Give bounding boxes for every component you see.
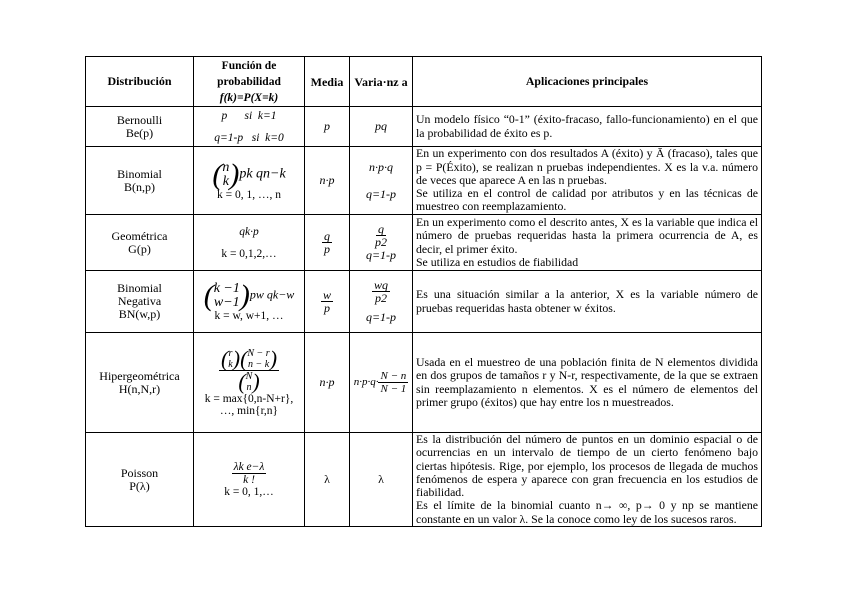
variance-cell [350, 215, 413, 271]
variance-cell: pq [350, 107, 413, 147]
dist-name-cell [86, 107, 194, 147]
prob-function-cell [194, 271, 305, 333]
frac-den: p [323, 301, 330, 315]
binomial-coefficient: ( k −1 w−1 ) [203, 278, 250, 312]
header-row [86, 57, 762, 107]
prob-range-2: …, min{r,n} [219, 405, 279, 417]
applications-text-2: Se utiliza en estudios de fiabilidad [416, 254, 579, 269]
frac-num: q [378, 221, 384, 236]
dist-symbol: Be(p) [125, 125, 154, 140]
frac-den: k ! [243, 474, 255, 487]
frac-den: p2 [374, 290, 387, 305]
dist-name-cell [86, 215, 194, 271]
prob-expression: qk·p [239, 225, 259, 238]
dist-name-2: Negativa [117, 294, 162, 308]
applications-cell [413, 147, 762, 215]
row-hipergeometrica [86, 333, 762, 433]
binomial-coefficient: ( N n ) [238, 369, 260, 394]
frac-num: λk e−λ [233, 461, 265, 474]
applications-cell [413, 433, 762, 527]
binomial-coefficient: ( N − r n − k ) [240, 346, 278, 371]
mean-cell [305, 271, 350, 333]
frac-num: w [322, 288, 331, 302]
frac-num: wq [373, 277, 388, 292]
binom-bottom: w−1 [213, 294, 240, 310]
binom-top: N [245, 371, 253, 382]
variance-q: q=1-p [365, 247, 397, 262]
row-binomial-negativa [86, 271, 762, 333]
prob-range: k = 0,1,2,… [221, 247, 277, 260]
mean-cell: p [305, 107, 350, 147]
distributions-table [85, 56, 762, 527]
mean-cell: λ [305, 433, 350, 527]
frac-den [238, 371, 259, 393]
binom-top: N − r [247, 348, 270, 359]
prob-range: k = 0, 1,… [224, 486, 274, 499]
dist-symbol: B(n,p) [124, 179, 155, 194]
binomial-coefficient: ( r k ) [220, 346, 241, 371]
prob-range-1: k = max{0,n-N+r}, [204, 393, 294, 405]
applications-text: En un experimento como el descrito antes, X es la variable que indica el número de pruebas requeridas hasta la primera ocurrencia de A, es decir, el primer éxito. [416, 214, 758, 256]
variance-fraction [378, 370, 408, 395]
binom-bottom: k [222, 173, 229, 189]
mean-fraction [321, 289, 333, 314]
row-binomial [86, 147, 762, 215]
frac-num [219, 348, 279, 371]
dist-name: Poisson [120, 465, 159, 480]
prob-function-cell [194, 215, 305, 271]
applications-cell: Es una situación similar a la anterior, X es la variable número de pruebas requeridas hasta obtener w éxitos. [413, 271, 762, 333]
prob-tail: pk qn−k [239, 166, 286, 182]
prob-function-cell [194, 433, 305, 527]
frac-num: N − n [380, 370, 407, 382]
dist-name: Bernoulli [116, 112, 163, 127]
dist-name: Binomial [117, 281, 162, 295]
binom-bottom: k [228, 359, 233, 370]
row-bernoulli [86, 107, 762, 147]
variance-cell: λ [350, 433, 413, 527]
variance-fraction [372, 279, 390, 304]
header-function-formula: f(k)=P(X=k) [219, 91, 279, 104]
variance-value: n·p·q [369, 159, 393, 174]
applications-text: Es la distribución del número de puntos en un dominio espacial o de ocurrencias en un intervalo de tiempo de un cierto fenómeno bajo ciertas hipótesis. Rige, por ejemplo, los procesos de llegada de muchos fenómenos de espera y aparece con gran frecuencia en los estudios de fiabilidad. [416, 432, 758, 500]
mean-cell [305, 215, 350, 271]
variance-cell [350, 147, 413, 215]
frac-den: N − 1 [380, 383, 407, 395]
prob-line-1: p si k=1 [221, 109, 277, 122]
header-variance: Varia·nz a [350, 57, 413, 107]
variance-fraction [375, 223, 387, 248]
mean-cell: n·p [305, 147, 350, 215]
dist-name: Geométrica [111, 228, 168, 243]
mean-fraction [322, 230, 332, 255]
frac-num: q [324, 229, 330, 243]
prob-function-cell [194, 333, 305, 433]
applications-text-2: Se utiliza en el control de calidad por atributos y en las técnicas de muestreo con reemplazamiento. [416, 186, 758, 214]
header-function [194, 57, 305, 107]
dist-symbol: BN(w,p) [118, 307, 161, 321]
header-mean: Media [305, 57, 350, 107]
dist-name-cell [86, 433, 194, 527]
dist-symbol: H(n,N,r) [118, 381, 161, 396]
binom-top: r [228, 348, 233, 359]
dist-name-cell [86, 147, 194, 215]
dist-name-cell [86, 333, 194, 433]
frac-den: p [324, 242, 330, 256]
variance-q: q=1-p [365, 309, 397, 324]
header-applications: Aplicaciones principales [413, 57, 762, 107]
binom-top: k −1 [213, 280, 240, 296]
applications-text: En un experimento con dos resultados A (éxito) y Ā (fracaso), tales que p = P(Éxito), se realizan n pruebas independientes. X es la v.a. número de veces que aparece A en las n pruebas. [416, 146, 758, 187]
poisson-fraction [232, 461, 267, 486]
variance-cell [350, 333, 413, 433]
variance-cell [350, 271, 413, 333]
applications-cell: Un modelo físico “0-1” (éxito-fracaso, fallo-funcionamiento) en el que la probabilidad de éxito es p. [413, 107, 762, 147]
binomial-coefficient: ( n k ) [212, 157, 240, 191]
binom-top: n [222, 159, 230, 175]
applications-text-2: Es el límite de la binomial cuanto n→ ∞, p→ 0 y np se mantiene constante en un valor λ. Se la conoce como ley de los sucesos raros. [416, 498, 758, 526]
dist-name-cell [86, 271, 194, 333]
variance-q: q=1-p [365, 186, 397, 201]
binom-bottom: n − k [247, 359, 270, 370]
applications-cell [413, 215, 762, 271]
prob-function-cell [194, 107, 305, 147]
prob-range: k = w, w+1, … [214, 309, 284, 322]
dist-symbol: P(λ) [129, 478, 150, 493]
prob-range: k = 0, 1, …, n [217, 188, 281, 201]
prob-tail: pw qk−w [249, 287, 295, 302]
hypergeometric-fraction [219, 348, 279, 393]
header-distribution: Distribución [86, 57, 194, 107]
row-poisson [86, 433, 762, 527]
prob-line-2: q=1-p si k=0 [214, 131, 284, 144]
applications-cell: Usada en el muestreo de una población finita de N elementos dividida en dos grupos de tamaños r y N-r, respectivamente, de la que se extraen sin reemplazamiento n elementos. X es el número de elementos del primer grupo (éxitos) que hay entre los n muestreados. [413, 333, 762, 433]
variance-prefix: n·p·q· [353, 376, 379, 389]
binom-bottom: n [246, 382, 252, 393]
dist-name: Hipergeométrica [99, 368, 180, 383]
row-geometrica [86, 215, 762, 271]
prob-function-cell [194, 147, 305, 215]
mean-cell: n·p [305, 333, 350, 433]
frac-den: p2 [375, 234, 387, 249]
dist-name: Binomial [117, 166, 162, 181]
dist-symbol: G(p) [128, 241, 151, 256]
header-function-label: Función de probabilidad [217, 59, 281, 88]
